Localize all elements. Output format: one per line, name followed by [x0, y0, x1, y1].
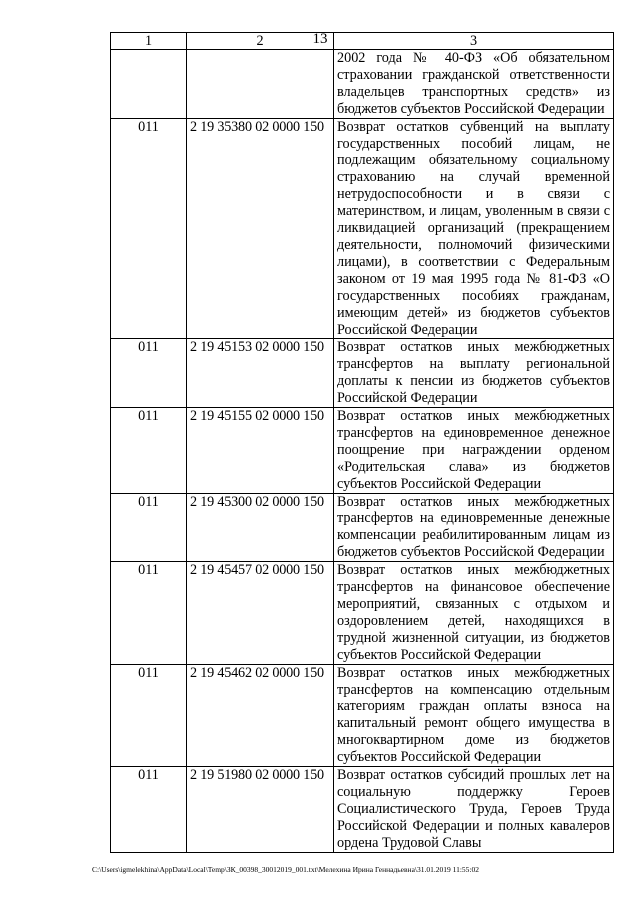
budget-codes-table — [110, 32, 614, 853]
budget-code-cell: 2 19 45300 02 0000 150 — [187, 493, 334, 562]
admin-code-cell: 011 — [111, 493, 187, 562]
description-cell: Возврат остатков иных межбюджетных трансфертов на компенсацию отдельным категориям граждан оплаты взноса на капитальный ремонт общего имущества в многоквартирном доме из бюджетов субъектов Российской Федерации — [334, 664, 614, 766]
table-row — [111, 664, 614, 766]
budget-code-cell: 2 19 51980 02 0000 150 — [187, 767, 334, 853]
description-cell: Возврат остатков субсидий прошлых лет на социальную поддержку Героев Социалистического Труда, Героев Труда Российской Федерации и полных кавалеров ордена Трудовой Славы — [334, 767, 614, 853]
file-path-footer: C:\Users\igmelekhina\AppData\Local\Temp\ЗК_00398_30012019_001.txt\Мелехина Ирина Геннадьевна\31.01.2019 11:55:02 — [92, 864, 479, 874]
table-row — [111, 50, 614, 119]
budget-code-cell: 2 19 45462 02 0000 150 — [187, 664, 334, 766]
admin-code-cell: 011 — [111, 408, 187, 494]
column-header: 1 — [111, 33, 187, 50]
description-cell: Возврат остатков субвенций на выплату государственных пособий лицам, не подлежащим обязательному социальному страхованию на случай временной нетрудоспособности и в связи с материнством, и лицам, уволенным в связи с ликвидацией организаций (прекращением деятельности, полномочий физическими лицами), в соответствии с Федеральным законом от 19 мая 1995 года № 81-ФЗ «О государственных пособиях гражданам, имеющим детей» из бюджетов субъектов Российской Федерации — [334, 118, 614, 339]
table-row — [111, 118, 614, 339]
admin-code-cell: 011 — [111, 118, 187, 339]
budget-code-cell: 2 19 45153 02 0000 150 — [187, 339, 334, 408]
description-cell: 2002 года № 40-ФЗ «Об обязательном страховании гражданской ответственности владельцев транспортных средств» из бюджетов субъектов Российской Федерации — [334, 50, 614, 119]
table-container — [110, 32, 613, 853]
description-cell: Возврат остатков иных межбюджетных трансфертов на единовременное денежное поощрение при награждении орденом «Родительская слава» из бюджетов субъектов Российской Федерации — [334, 408, 614, 494]
table-row — [111, 562, 614, 664]
table-row — [111, 493, 614, 562]
budget-code-cell: 2 19 45457 02 0000 150 — [187, 562, 334, 664]
table-row — [111, 339, 614, 408]
table-row — [111, 767, 614, 853]
admin-code-cell: 011 — [111, 562, 187, 664]
admin-code-cell: 011 — [111, 339, 187, 408]
admin-code-cell: 011 — [111, 767, 187, 853]
budget-code-cell: 2 19 45155 02 0000 150 — [187, 408, 334, 494]
column-header: 2 — [187, 33, 334, 50]
admin-code-cell — [111, 50, 187, 119]
admin-code-cell: 011 — [111, 664, 187, 766]
budget-code-cell — [187, 50, 334, 119]
column-header: 3 — [334, 33, 614, 50]
table-header-row — [111, 33, 614, 50]
description-cell: Возврат остатков иных межбюджетных трансфертов на выплату региональной доплаты к пенсии из бюджетов субъектов Российской Федерации — [334, 339, 614, 408]
description-cell: Возврат остатков иных межбюджетных трансфертов на финансовое обеспечение мероприятий, связанных с отдыхом и оздоровлением детей, находящихся в трудной жизненной ситуации, из бюджетов субъектов Российской Федерации — [334, 562, 614, 664]
budget-code-cell: 2 19 35380 02 0000 150 — [187, 118, 334, 339]
description-cell: Возврат остатков иных межбюджетных трансфертов на единовременные денежные компенсации реабилитированным лицам из бюджетов субъектов Российской Федерации — [334, 493, 614, 562]
page-number: 13 — [312, 31, 328, 47]
table-row — [111, 408, 614, 494]
